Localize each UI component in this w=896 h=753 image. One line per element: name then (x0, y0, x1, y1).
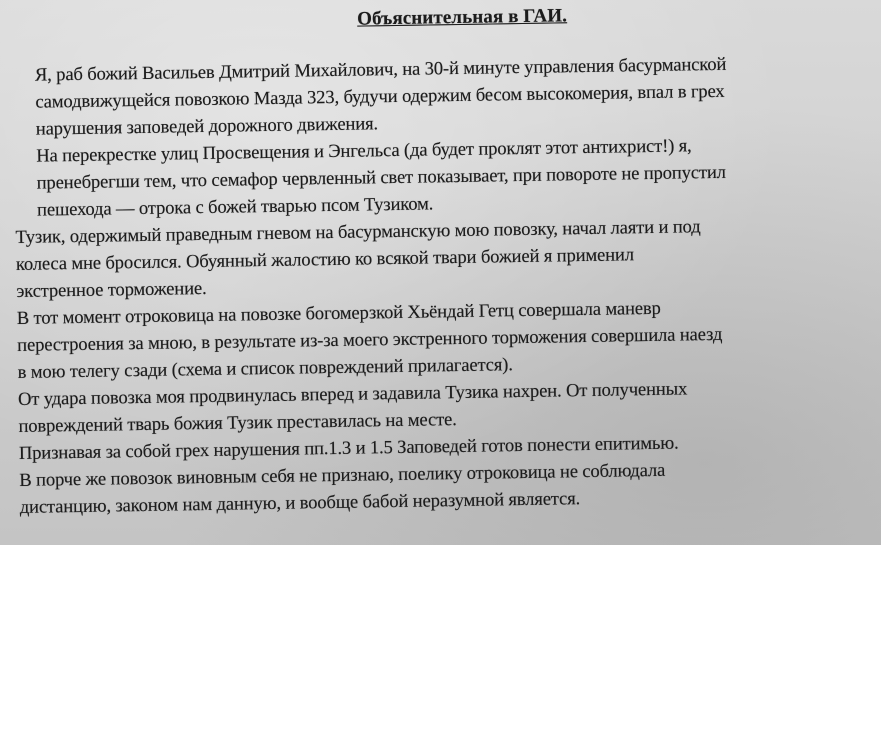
text-line: На перекрестке улиц Просвещения и Энгельса (да будет проклят этот антихрист!) я, (36, 135, 692, 167)
text-line: нарушения заповедей дорожного движения. (35, 113, 379, 140)
text-line: пренебрегши тем, что семафор червленный свет показывает, при повороте не пропустил (36, 161, 726, 194)
explanatory-note (12, 0, 880, 520)
text-line: Тузик, одержимый праведным гневом на басурманскую мою повозку, начал лаяти и под (15, 216, 701, 248)
text-line: дистанцию, законом нам данную, и вообще бабой неразумной является. (19, 488, 581, 518)
text-line: От удара повозка моя продвинулась вперед и задавила Тузика нахрен. От полученных (17, 378, 688, 410)
text-line: В порче же повозок виновным себя не признаю, поелику отроковица не соблюдала (19, 459, 666, 491)
document-title: Объяснительная в ГАИ. (357, 5, 568, 30)
text-line: пешехода — отрока с божей тварью псом Тузиком. (36, 193, 434, 221)
text-line: Признавая за собой грех нарушения пп.1.3 и 1.5 Заповедей готов понести епитимью. (18, 432, 679, 464)
text-line: Я, раб божий Васильев Дмитрий Михайлович, на 30-й минуте управления басурманской (34, 53, 727, 86)
text-line: самодвижущейся повозкою Мазда 323, будучи одержим бесом высокомерия, впал в грех (35, 80, 725, 113)
text-line: перестроения за мною, в результате из-за моего экстренного торможения совершила наезд (17, 323, 723, 356)
text-line: колеса мне бросился. Обуянный жалостию ко всякой твари божией я применил (15, 244, 635, 275)
text-line: повреждений тварь божия Тузик преставилась на месте. (18, 409, 457, 437)
text-line: В тот момент отроковица на повозке богомерзкой Хьёндай Гетц совершала маневр (16, 297, 661, 329)
text-line: экстренное торможение. (16, 277, 207, 302)
text-line: в мою телегу сзади (схема и список повреждений прилагается). (17, 354, 513, 383)
